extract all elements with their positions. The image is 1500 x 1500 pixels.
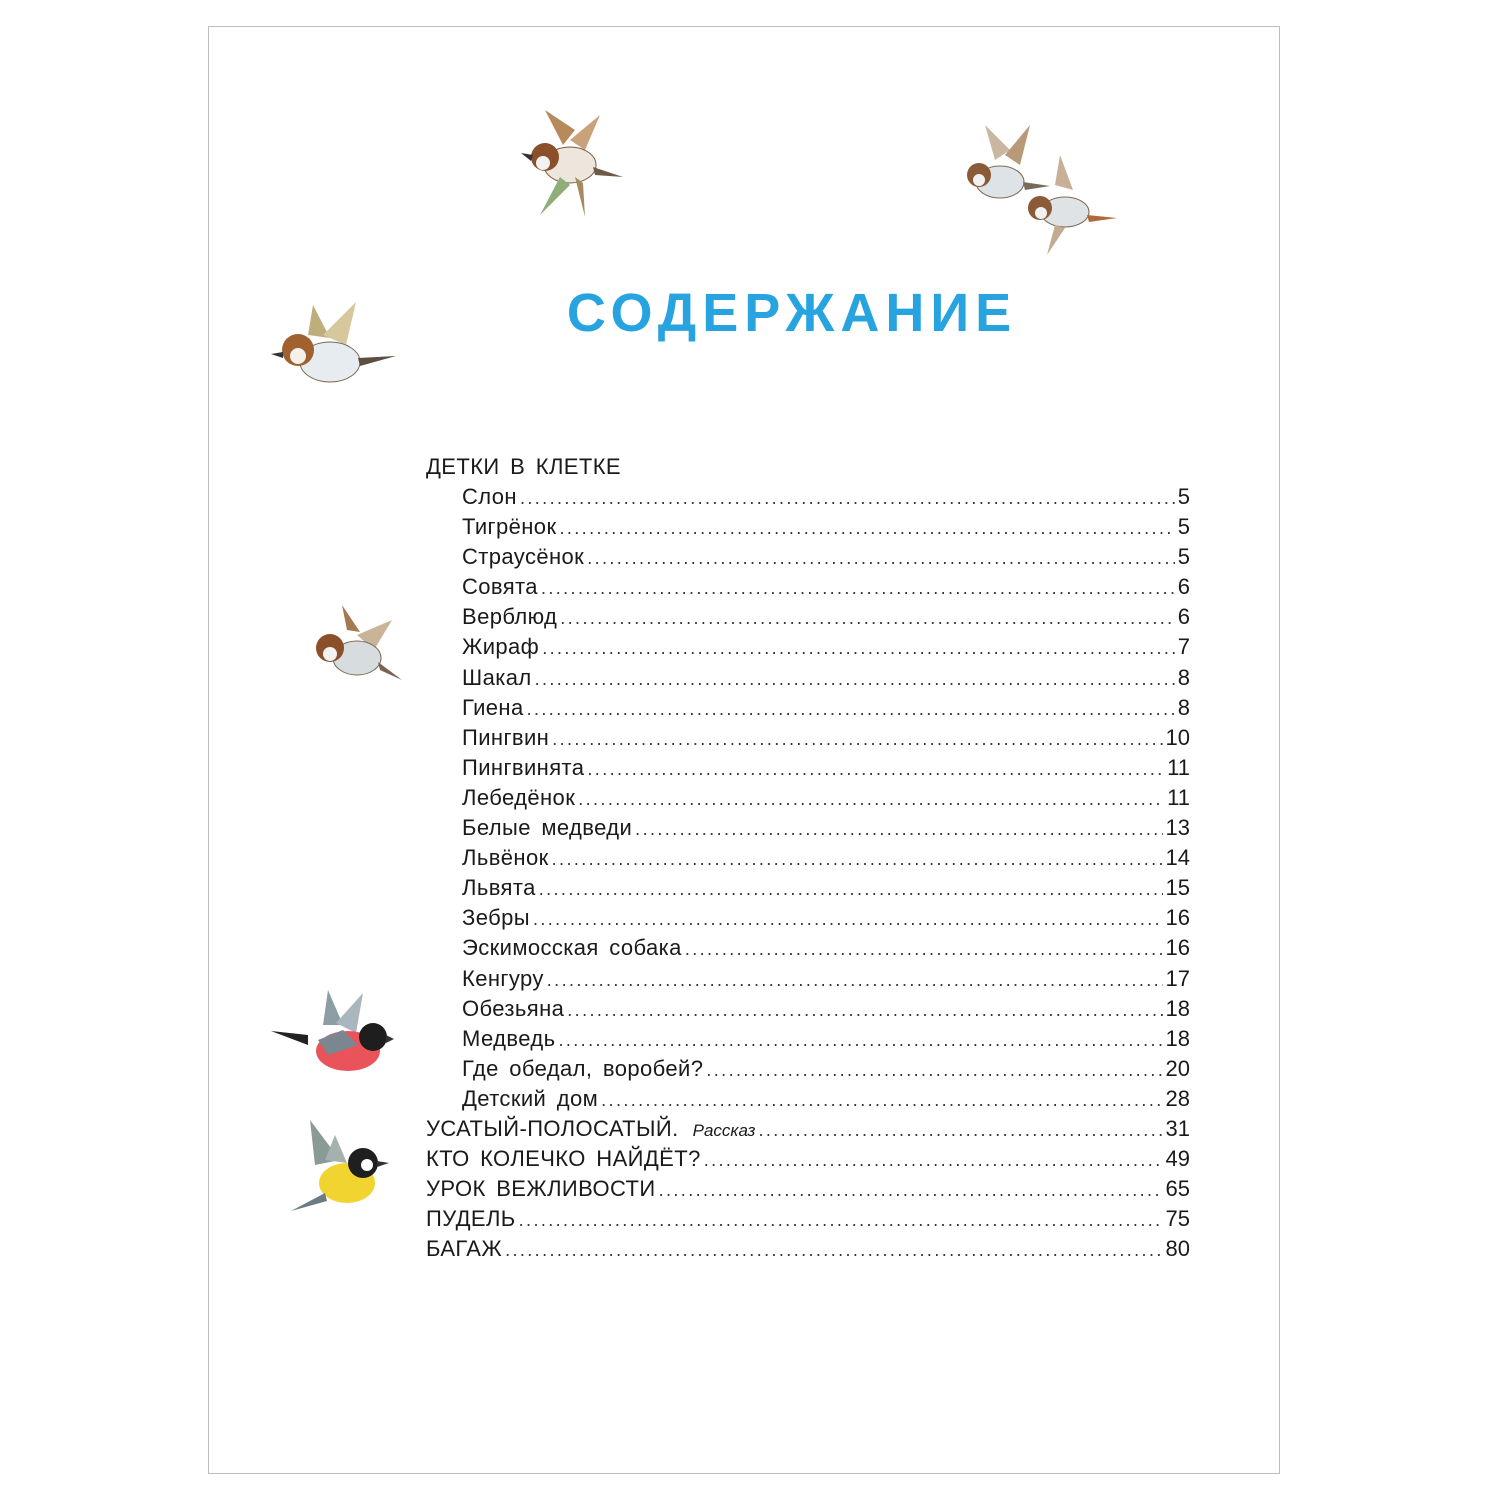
toc-entry[interactable] — [426, 542, 1190, 572]
toc-entry-note: Рассказ — [692, 1120, 756, 1140]
dot-leader — [547, 965, 1163, 995]
toc-entry[interactable] — [426, 512, 1190, 542]
toc-page-number: 15 — [1165, 875, 1190, 901]
toc-entry-label: Обезьяна — [462, 995, 565, 1021]
toc-section-label: ДЕТКИ В КЛЕТКЕ — [426, 454, 621, 479]
toc-page-number: 18 — [1165, 1025, 1190, 1051]
toc-page-number: 5 — [1177, 484, 1190, 509]
toc-entry-label: Совята — [462, 574, 538, 600]
toc-page-number: 28 — [1165, 1085, 1190, 1111]
toc-entry-label: Жираф — [462, 634, 540, 660]
toc-entry-label: Львята — [462, 875, 536, 901]
toc-entry[interactable] — [426, 663, 1190, 693]
toc-entry[interactable] — [426, 602, 1190, 632]
dot-leader — [578, 784, 1164, 814]
toc-page-number: 49 — [1165, 1146, 1190, 1172]
toc-entry-label: Белые медведи — [462, 815, 633, 841]
toc-entry-label: КТО КОЛЕЧКО НАЙДЁТ? — [426, 1146, 701, 1172]
toc-page-number: 16 — [1165, 905, 1190, 931]
toc-entry[interactable] — [426, 964, 1190, 994]
toc-entry[interactable] — [426, 753, 1190, 783]
dot-leader — [635, 814, 1162, 844]
toc-entry[interactable] — [426, 903, 1190, 933]
toc-section-entry[interactable] — [426, 1234, 1190, 1264]
toc-entry-label: Львёнок — [462, 845, 549, 871]
dot-leader — [758, 1115, 1162, 1145]
toc-section-heading[interactable] — [426, 452, 1190, 482]
toc-entry[interactable] — [426, 843, 1190, 873]
dot-leader — [505, 1235, 1162, 1265]
sparrow-illustration — [515, 105, 630, 225]
toc-page-number: 7 — [1177, 634, 1190, 660]
toc-entry[interactable] — [426, 933, 1190, 963]
toc-section-entry[interactable] — [426, 1204, 1190, 1234]
dot-leader — [601, 1085, 1162, 1115]
toc-entry[interactable] — [426, 482, 1190, 512]
toc-section-entry[interactable] — [426, 1114, 1190, 1144]
toc-entry-label: Страусёнок — [462, 544, 585, 570]
dot-leader — [541, 573, 1175, 603]
dot-leader — [567, 995, 1162, 1025]
toc-page-number: 20 — [1165, 1055, 1190, 1081]
toc-page-number: 17 — [1165, 965, 1190, 991]
toc-page-number: 75 — [1165, 1206, 1190, 1232]
toc-entry-label: Тигрёнок — [462, 514, 557, 540]
toc-page-number: 6 — [1177, 604, 1190, 630]
toc-page-number: 8 — [1177, 694, 1190, 720]
toc-entry[interactable] — [426, 572, 1190, 602]
sparrow-illustration-small — [302, 600, 407, 695]
bullfinch-illustration — [268, 985, 398, 1090]
dot-leader — [519, 1205, 1163, 1235]
toc-page-number: 14 — [1165, 845, 1190, 871]
toc-entry[interactable] — [426, 1024, 1190, 1054]
toc-entry[interactable] — [426, 813, 1190, 843]
toc-page-number: 11 — [1167, 754, 1190, 780]
toc-entry[interactable] — [426, 994, 1190, 1024]
page-title: СОДЕРЖАНИЕ — [566, 283, 1018, 343]
toc-page-number: 13 — [1165, 815, 1190, 841]
dot-leader — [558, 1025, 1162, 1055]
toc-entry-label: Пингвин — [462, 724, 550, 750]
toc-entry-label: Зебры — [462, 905, 530, 931]
dot-leader — [685, 934, 1163, 964]
dot-leader — [704, 1145, 1163, 1175]
table-of-contents — [426, 452, 1190, 1264]
dot-leader — [542, 633, 1175, 663]
toc-entry-label: БАГАЖ — [426, 1236, 503, 1262]
toc-entry[interactable] — [426, 783, 1190, 813]
toc-entry-label: УРОК ВЕЖЛИВОСТИ — [426, 1176, 656, 1202]
toc-page-number: 10 — [1165, 724, 1190, 750]
toc-page-number: 18 — [1165, 995, 1190, 1021]
dot-leader — [560, 603, 1175, 633]
toc-entry-label: Эскимосская собака — [462, 935, 682, 961]
toc-page-number: 65 — [1165, 1176, 1190, 1202]
dot-leader — [552, 724, 1162, 754]
dot-leader — [587, 754, 1164, 784]
toc-entry-label: Кенгуру — [462, 965, 544, 991]
dot-leader — [527, 694, 1175, 724]
toc-page-number: 16 — [1165, 935, 1190, 961]
toc-page-number: 31 — [1165, 1115, 1190, 1141]
dot-leader — [659, 1175, 1163, 1205]
toc-page-number: 5 — [1177, 544, 1190, 570]
toc-entry[interactable] — [426, 1084, 1190, 1114]
dot-leader — [535, 664, 1175, 694]
toc-entry-label: Пингвинята — [462, 754, 585, 780]
toc-page-number: 6 — [1177, 574, 1190, 600]
toc-entry[interactable] — [426, 1054, 1190, 1084]
sparrow-pair-illustration — [955, 120, 1125, 260]
toc-page-number: 8 — [1177, 664, 1190, 690]
toc-entry-label: Детский дом — [462, 1085, 599, 1111]
toc-page-number: 80 — [1165, 1236, 1190, 1262]
toc-entry-label: Лебедёнок — [462, 784, 576, 810]
toc-entry-label: УСАТЫЙ-ПОЛОСАТЫЙ. — [426, 1115, 679, 1141]
toc-section-entry[interactable] — [426, 1174, 1190, 1204]
dot-leader — [533, 904, 1163, 934]
toc-entry[interactable] — [426, 693, 1190, 723]
dot-leader — [552, 844, 1163, 874]
toc-entry-label: Слон — [462, 484, 517, 509]
toc-entry[interactable] — [426, 723, 1190, 753]
toc-page-number: 11 — [1167, 784, 1190, 810]
toc-page-number: 5 — [1177, 514, 1190, 540]
dot-leader — [559, 513, 1174, 543]
dot-leader — [520, 483, 1175, 513]
dot-leader — [539, 874, 1163, 904]
toc-entry-label: Медведь — [462, 1025, 556, 1051]
toc-entry-label: Гиена — [462, 694, 524, 720]
toc-entry-label: Где обедал, воробей? — [462, 1055, 704, 1081]
toc-section-entry[interactable] — [426, 1144, 1190, 1174]
dot-leader — [587, 543, 1175, 573]
toc-entry-label: Шакал — [462, 664, 532, 690]
toc-entry[interactable] — [426, 873, 1190, 903]
titmouse-illustration — [285, 1115, 400, 1220]
toc-entry[interactable] — [426, 632, 1190, 662]
dot-leader — [706, 1055, 1162, 1085]
toc-entry-label: ПУДЕЛЬ — [426, 1206, 516, 1232]
toc-entry-label: Верблюд — [462, 604, 558, 630]
